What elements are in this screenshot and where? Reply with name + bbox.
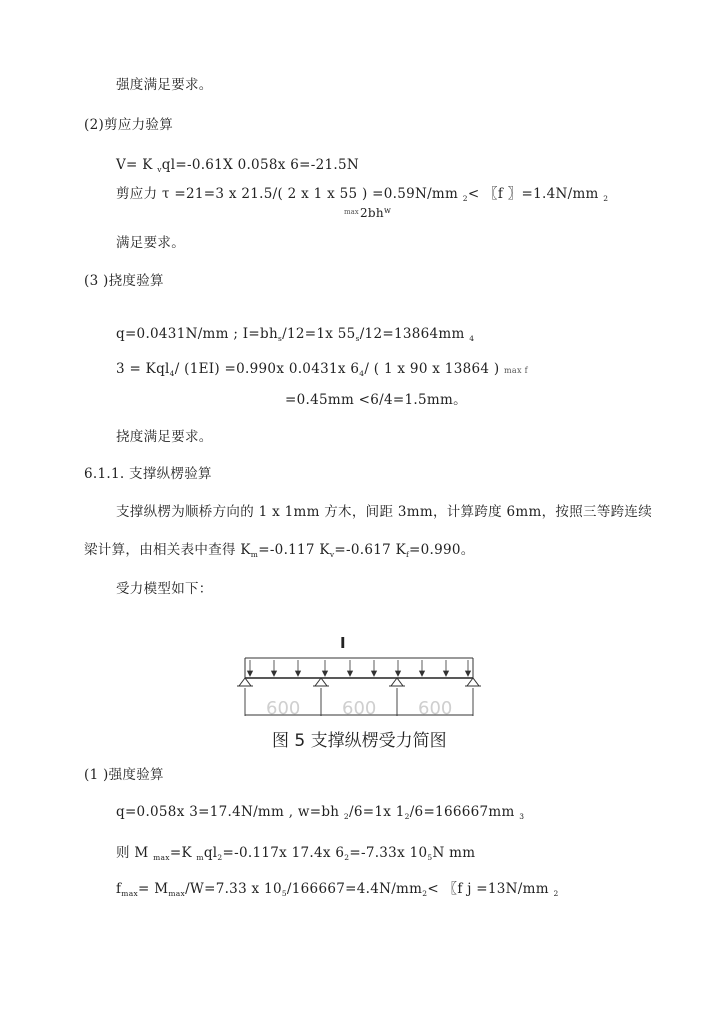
formula-inertia: q=0.0431N/mm ; $I=bh_s/12=1x$ $55_s/12=13864mm$ $_4$ (116, 326, 475, 343)
text-line: 满足要求。 (116, 235, 185, 251)
formula-deflection: 3 = Kql$_4$/ (1EI) =0.990x 0.0431x $6_4/$ ( 1 x 90 x 13864 ) max f (116, 361, 528, 378)
span-label: 600 (266, 698, 301, 719)
load-label: I (340, 634, 346, 652)
supports (237, 678, 481, 686)
paragraph-line: 支撑纵楞为顺桥方向的 1 x 1mm 方木，间距 3mm，计算跨度 6mm，按照三等跨连续 (116, 504, 653, 520)
formula-shear-stress: 剪应力 τ =21=3 x 21.5/( 2 x 1 x 55 ) =0.59N/mm $_2$< 〖f 〗=1.4N/mm $_2$ (116, 186, 609, 203)
text-line: 受力模型如下： (116, 581, 213, 597)
section-heading: 6.1.1. 支撑纵楞验算 (84, 466, 212, 482)
formula-moment: 则 M $_{max}$=K $_mql_2=-0.117x$ 17.4x $6_2=-7.33x$ $10_5N$ mm (116, 845, 476, 862)
span-label: 600 (418, 698, 453, 719)
distributed-load-arrows (248, 660, 471, 676)
span-label: 600 (342, 698, 377, 719)
text-line: 挠度满足要求。 (116, 429, 213, 445)
formula-note-2bh: $2bh^w$ (360, 206, 392, 220)
section-heading: (3 )挠度验算 (84, 273, 164, 289)
formula-deflection-result: =0.45mm <6/4=1.5mm。 (285, 392, 467, 408)
beam-diagram (0, 630, 720, 720)
paragraph-line: 梁计算，由相关表中查得 $K_m=-0.117$ $K_v=-0.617$ $K_f=0.990$。 (84, 542, 475, 559)
formula-note-max: max (344, 208, 359, 216)
formula-load: q=0.058x 3=17.4N/mm , w=bh $_2$/6=1x $1_2/6=166667mm$ $_3$ (116, 804, 525, 821)
section-heading: (1 )强度验算 (84, 767, 164, 783)
text-line: 强度满足要求。 (116, 77, 213, 93)
formula-stress: $f_{max}= M_{max}/W=7.33$ x $10_5/166667=4.4N/mm_2<$ 〖f j =13N/mm $_2$ (116, 881, 559, 898)
figure-caption: 图 5 支撑纵楞受力简图 (272, 731, 447, 751)
formula-shear-force: V= K $_v$ql=-0.61X 0.058x 6=-21.5N (116, 157, 359, 174)
section-heading: (2)剪应力验算 (84, 117, 174, 133)
